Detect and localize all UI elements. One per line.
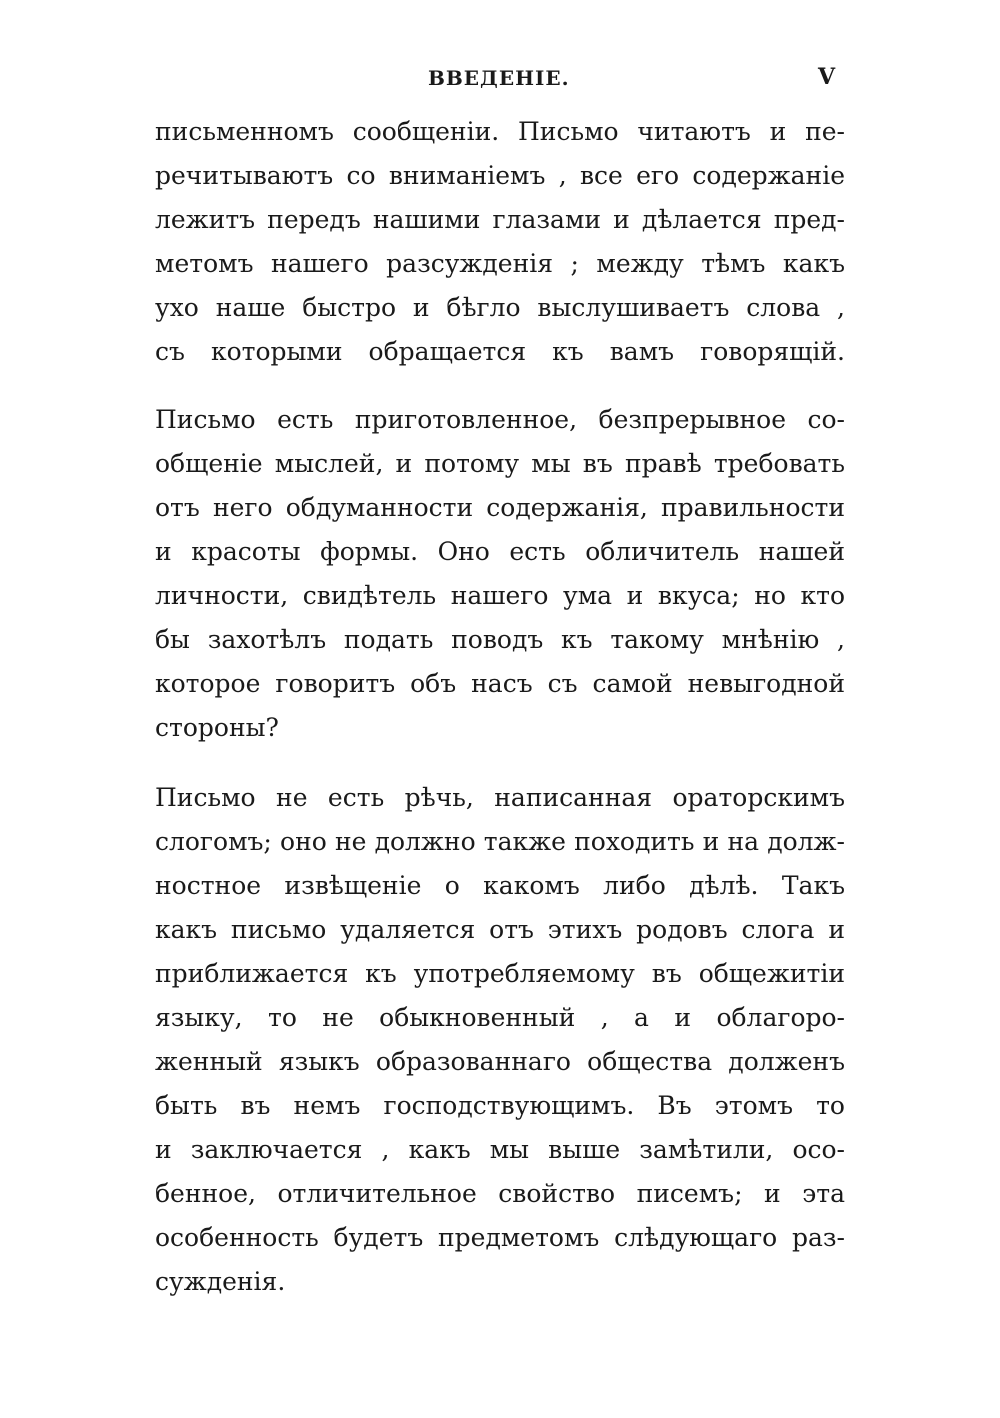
- text-line: метомъ нашего разсужденія ; между тѣмъ какъ: [155, 249, 845, 278]
- text-line: какъ письмо удаляется отъ этихъ родовъ слога и: [155, 915, 845, 944]
- text-line: бы захотѣлъ подать поводъ къ такому мнѣнію ,: [155, 625, 845, 654]
- paragraph-1: [155, 110, 845, 374]
- text-line: бенное, отличительное свойство писемъ; и эта: [155, 1179, 845, 1208]
- text-line: стороны?: [155, 713, 279, 742]
- text-line: сужденія.: [155, 1267, 286, 1296]
- text-line: особенность будетъ предметомъ слѣдующаго раз-: [155, 1223, 845, 1252]
- text-line: речитываютъ со вниманіемъ , все его содержаніе: [155, 161, 845, 190]
- text-line: приближается къ употребляемому въ общежитіи: [155, 959, 845, 988]
- chapter-title: ВВЕДЕНІЕ.: [428, 66, 570, 90]
- text-line: личности, свидѣтель нашего ума и вкуса; но кто: [155, 581, 845, 610]
- paragraph-3: [155, 776, 845, 1304]
- text-line: которое говоритъ объ насъ съ самой невыгодной: [155, 669, 845, 698]
- text-line: отъ него обдуманности содержанія, правильности: [155, 493, 845, 522]
- text-line: общеніе мыслей, и потому мы въ правѣ требовать: [155, 449, 845, 478]
- text-line: Письмо не есть рѣчь, написанная ораторскимъ: [155, 783, 845, 812]
- paragraph-2: [155, 398, 845, 750]
- text-line: женный языкъ образованнаго общества долженъ: [155, 1047, 845, 1076]
- text-line: письменномъ сообщеніи. Письмо читаютъ и пе-: [155, 117, 845, 146]
- text-line: быть въ немъ господствующимъ. Въ этомъ то: [155, 1091, 845, 1120]
- body-text: [155, 110, 845, 1304]
- text-line: Письмо есть приготовленное, безпрерывное со-: [155, 405, 845, 434]
- page-number: V: [818, 64, 836, 90]
- text-line: и красоты формы. Оно есть обличитель нашей: [155, 537, 845, 566]
- running-head: [0, 66, 1000, 96]
- text-line: слогомъ; оно не должно также походить и на долж-: [155, 827, 845, 856]
- text-line: языку, то не обыкновенный , а и облагоро-: [155, 1003, 845, 1032]
- text-line: и заключается , какъ мы выше замѣтили, осо-: [155, 1135, 845, 1164]
- text-line: лежитъ передъ нашими глазами и дѣлается пред-: [155, 205, 845, 234]
- text-line: ухо наше быстро и бѣгло выслушиваетъ слова ,: [155, 293, 845, 322]
- text-line: ностное извѣщеніе о какомъ либо дѣлѣ. Такъ: [155, 871, 845, 900]
- text-line: съ которыми обращается къ вамъ говорящій.: [155, 337, 845, 366]
